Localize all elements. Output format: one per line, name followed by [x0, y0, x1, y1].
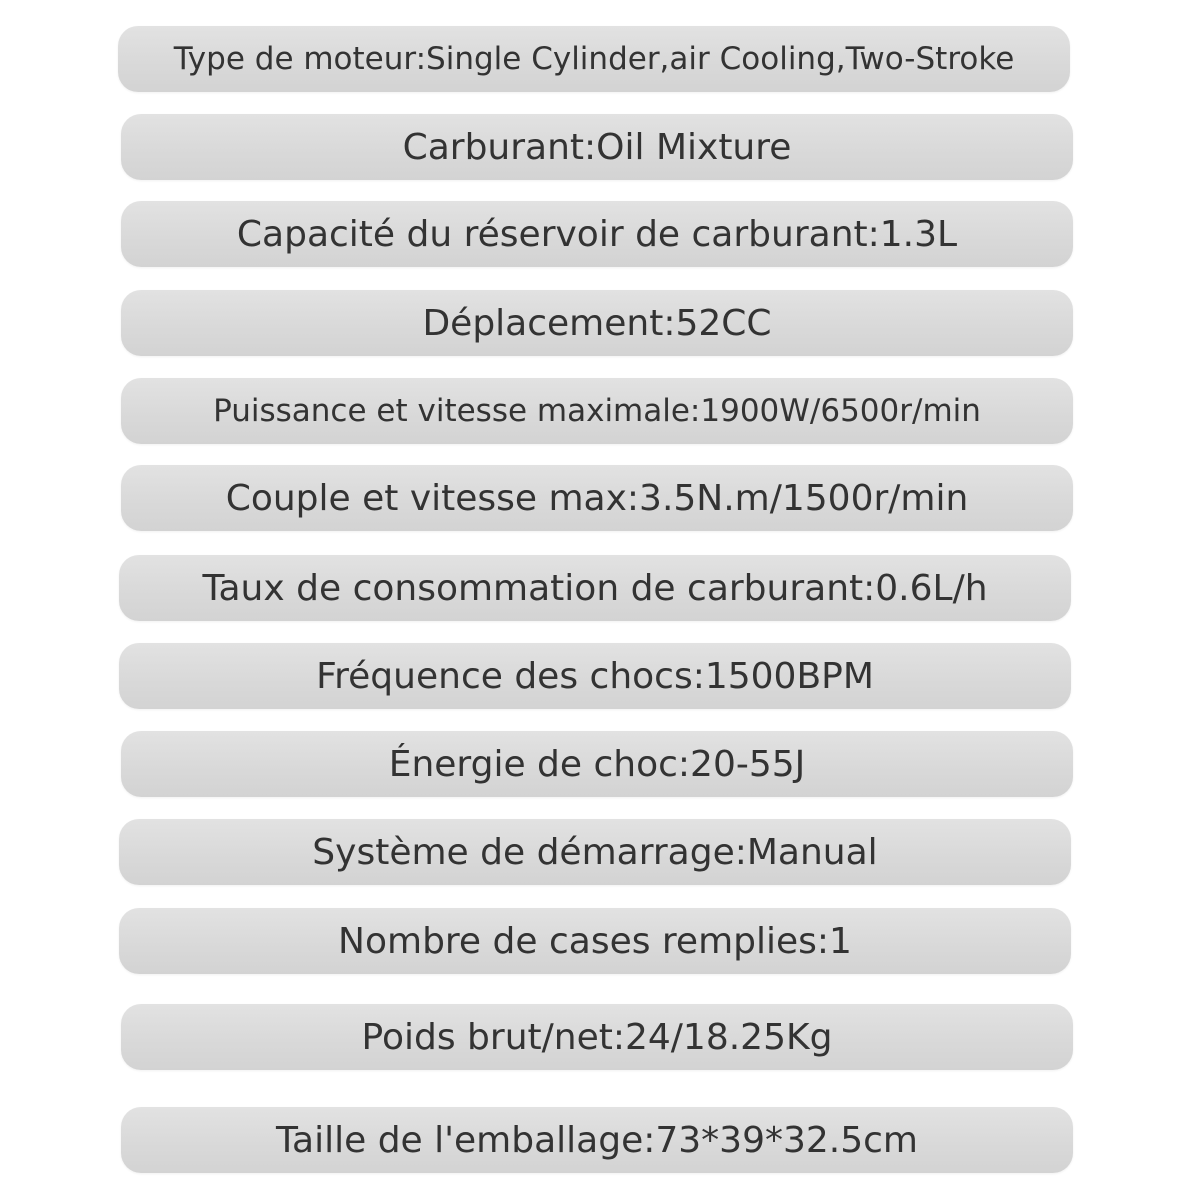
- spec-row-start-system: [119, 819, 1071, 885]
- spec-text: Énergie de choc:20-55J: [388, 743, 806, 785]
- spec-text: Poids brut/net:24/18.25Kg: [361, 1016, 833, 1058]
- spec-text: Taille de l'emballage:73*39*32.5cm: [276, 1119, 918, 1161]
- spec-text: Fréquence des chocs:1500BPM: [316, 655, 874, 697]
- spec-row-engine-type: [118, 26, 1070, 92]
- spec-row-max-torque: [121, 465, 1073, 531]
- spec-text: Taux de consommation de carburant:0.6L/h: [202, 567, 988, 609]
- spec-text: Capacité du réservoir de carburant:1.3L: [236, 213, 958, 255]
- spec-row-fuel: [121, 114, 1073, 180]
- spec-row-package-size: [121, 1107, 1073, 1173]
- spec-text: Déplacement:52CC: [422, 302, 772, 344]
- spec-text: Carburant:Oil Mixture: [402, 126, 792, 168]
- spec-text: Puissance et vitesse maximale:1900W/6500r/min: [213, 393, 981, 429]
- spec-row-impact-energy: [121, 731, 1073, 797]
- spec-row-box-count: [119, 908, 1071, 974]
- spec-text: Système de démarrage:Manual: [312, 831, 878, 873]
- spec-row-max-power: [121, 378, 1073, 444]
- spec-text: Type de moteur:Single Cylinder,air Cooling,Two-Stroke: [173, 41, 1015, 77]
- spec-text: Nombre de cases remplies:1: [338, 920, 852, 962]
- spec-row-impact-frequency: [119, 643, 1071, 709]
- spec-row-tank-capacity: [121, 201, 1073, 267]
- spec-row-fuel-consumption: [119, 555, 1071, 621]
- spec-row-weight: [121, 1004, 1073, 1070]
- spec-row-displacement: [121, 290, 1073, 356]
- spec-text: Couple et vitesse max:3.5N.m/1500r/min: [225, 477, 969, 519]
